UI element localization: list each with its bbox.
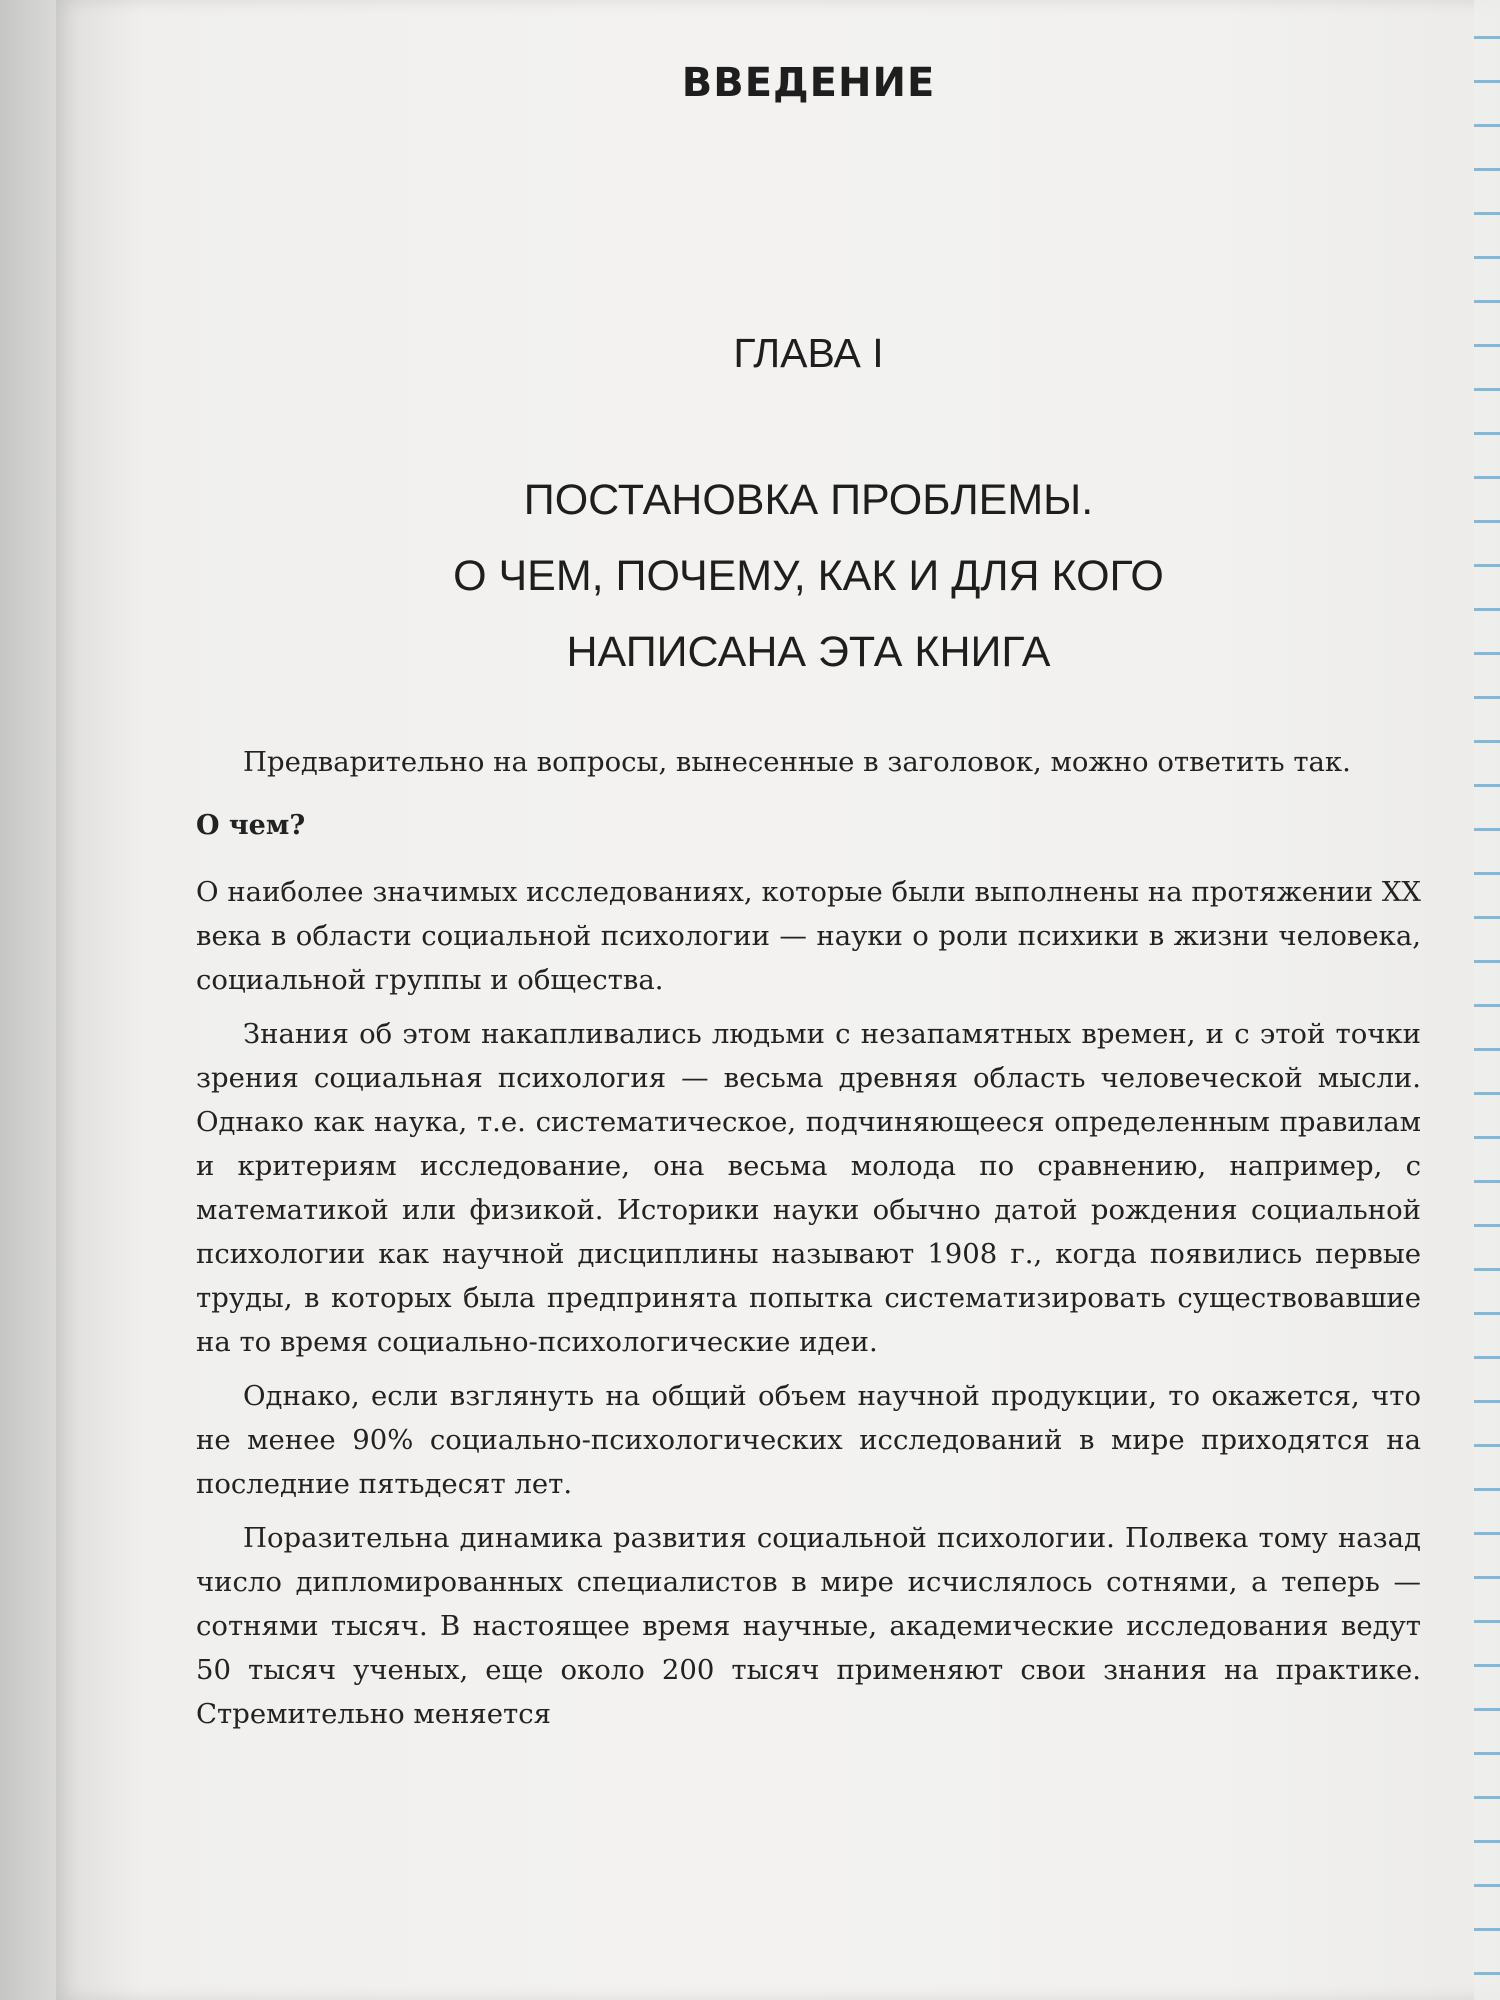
chapter-label: ГЛАВА I	[733, 330, 884, 376]
paragraph-volume: Однако, если взглянуть на общий объем научной продукции, то окажется, что не менее 90% социально-психологических исследований в мире приходятся на последние пятьдесят лет.	[196, 1380, 1421, 1500]
chapter-title-line-3: НАПИСАНА ЭТА КНИГА	[566, 628, 1051, 676]
paragraph-history: Знания об этом накапливались людьми с незапамятных времен, и с этой точки зрения социальная психология — весьма древняя область человеческой мысли. Однако как наука, т.е. систематическое, подчиняющееся определенным правилам и критериям исследование, она весьма молода по сравнению, например, с математикой или физикой. Историки науки обычно датой рождения социальной психологии как научной дисциплины называют 1908 г., когда появились первые труды, в которых была предпринята попытка систематизировать существовавшие на то время социально-психологические идеи.	[196, 1018, 1421, 1358]
chapter-title-line-2: О ЧЕМ, ПОЧЕМУ, КАК И ДЛЯ КОГО	[453, 552, 1164, 600]
paragraph-intro: Предварительно на вопросы, вынесенные в заголовок, можно ответить так.	[243, 746, 1351, 778]
question-heading-what: О чем?	[196, 810, 306, 841]
paragraph-dynamics: Поразительна динамика развития социальной психологии. Полвека тому назад число дипломированных специалистов в мире исчислялось сотнями, а теперь — сотнями тысяч. В настоящее время научные, академические исследования ведут 50 тысяч ученых, еще около 200 тысяч применяют свои знания на практике. Стремительно меняется	[196, 1522, 1421, 1730]
paragraph-answer: О наиболее значимых исследованиях, которые были выполнены на протяжении XX века в области социальной психологии — науки о роли психики в жизни человека, социальной группы и общества.	[196, 876, 1421, 996]
chapter-title	[196, 462, 1421, 690]
body-text	[196, 740, 1421, 1746]
book-page	[56, 0, 1500, 2000]
page-edge-tabs	[1474, 0, 1500, 2000]
book-gutter-shadow	[0, 0, 56, 2000]
chapter-title-line-1: ПОСТАНОВКА ПРОБЛЕМЫ.	[523, 476, 1094, 524]
section-heading: ВВЕДЕНИЕ	[681, 60, 936, 106]
